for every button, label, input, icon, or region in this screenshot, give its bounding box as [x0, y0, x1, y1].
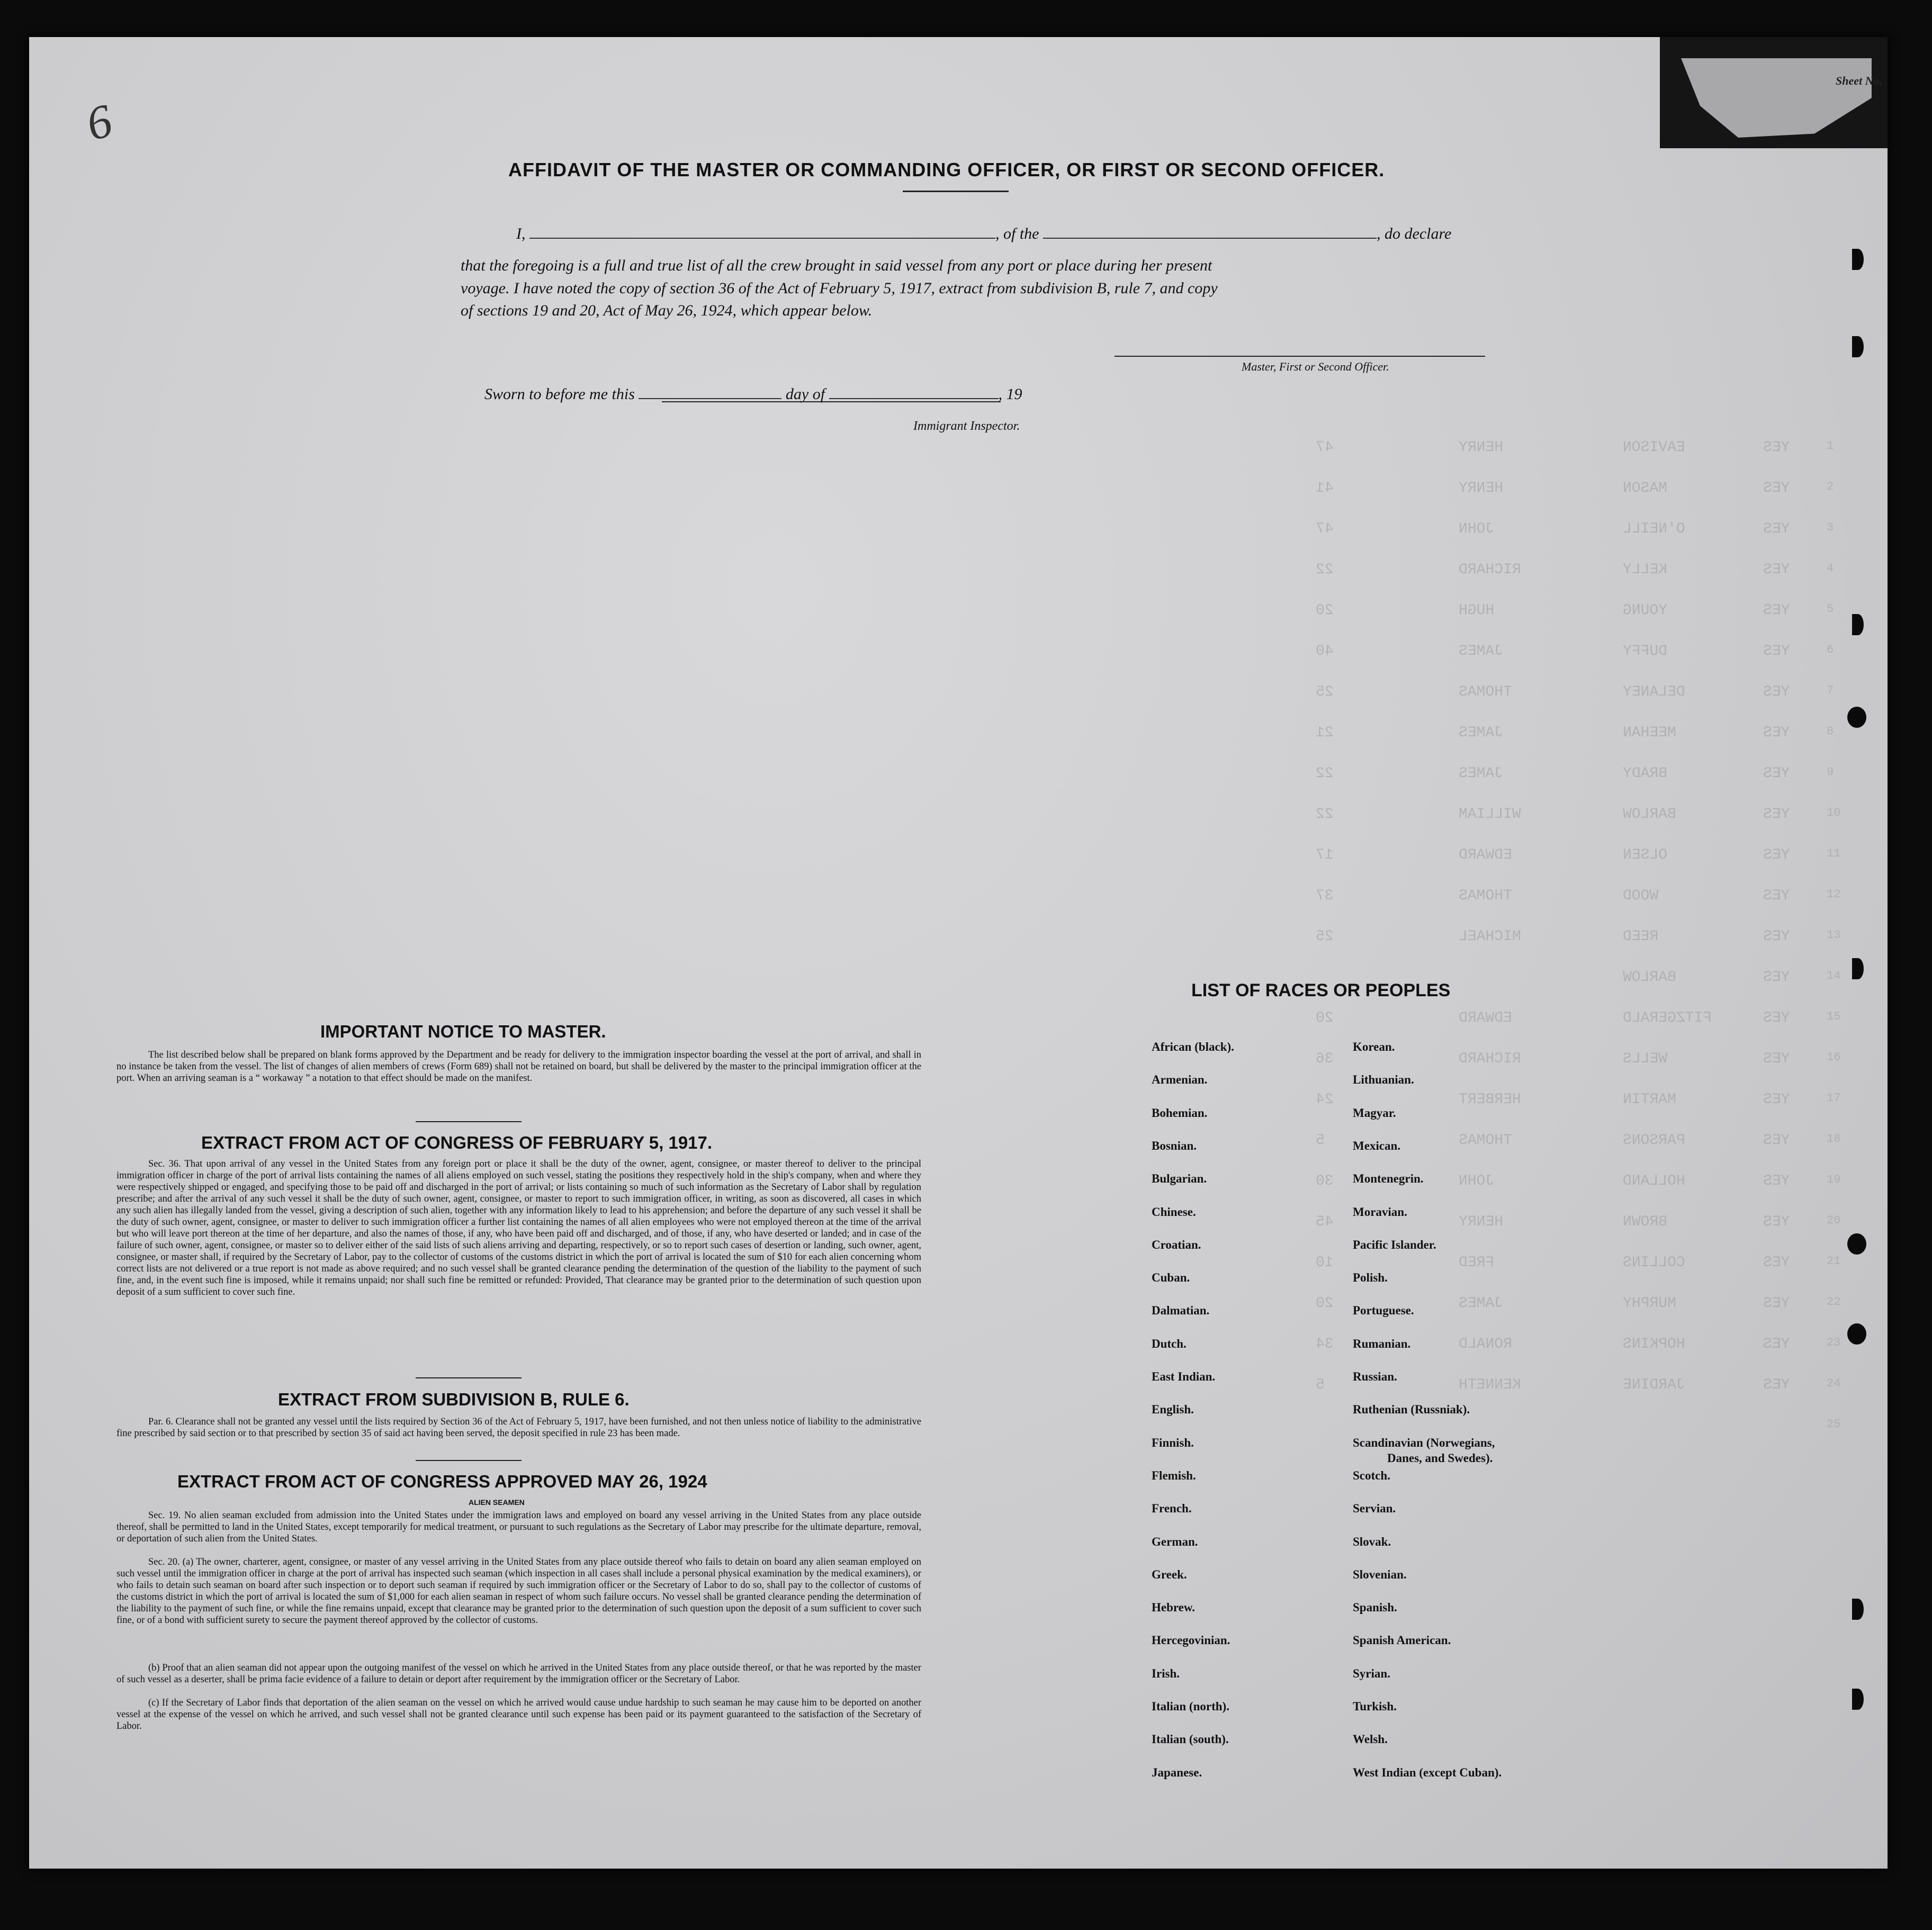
affidavit-line-3: voyage. I have noted the copy of section 36 of the Act of February 5, 1917, extract from subdivision B, rule 7, and copy: [461, 279, 1218, 297]
extract-rule6-text: Par. 6. Clearance shall not be granted any vessel until the lists required by Section 36 of the Act of February 5, 1917, have been furnished, and not then unless notice of liability to the administrative fine prescribed by said section or to that prescribed by section 35 of said act having been served, the deposit specified in rule 23 has been made.: [116, 1417, 921, 1439]
name-blank[interactable]: [529, 225, 995, 239]
ghost-age: 37: [1316, 888, 1334, 904]
race-item-right: West Indian (except Cuban).: [1353, 1765, 1502, 1779]
races-title: LIST OF RACES OR PEOPLES: [1191, 980, 1451, 1000]
ghost-age: 22: [1316, 562, 1334, 578]
affidavit-line-1: [516, 225, 1451, 243]
affidavit-line-2: that the foregoing is a full and true list of all the crew brought in said vessel from any port or place during her present: [461, 257, 1212, 274]
ghost-age: 47: [1316, 521, 1334, 537]
race-item-left: Hercegovinian.: [1152, 1634, 1230, 1647]
race-item-right: Russian.: [1353, 1370, 1397, 1383]
ghost-given-name: JAMES: [1459, 765, 1504, 782]
race-item-right: Spanish.: [1353, 1601, 1397, 1615]
sworn-line: [484, 385, 1022, 403]
sworn-year: , 19: [998, 385, 1022, 403]
extract-1917-text: Sec. 36. That upon arrival of any vessel in the United States from any foreign port or place it shall be the duty of the owner, agent, consignee, or master thereof to deliver to the principal immigration officer in charge of the port of arrival lists containing the names of all aliens employed on such vessel, stating the positions they respectively hold in the ship's company, when and where they were respectively shipped or engaged, and specifying those to be paid off and discharged in the port of arrival; or lists containing so much of such information as the Secretary of Labor shall by regulation prescribe; and after the arrival of any such vessel it shall be the duty of such owner, agent, consignee, or master to report to such immigration officer, in writing, as soon as discovered, all cases in which any such alien has illegally landed from the vessel, giving a description of such alien, together with any information likely to lead to his apprehension; and before the departure of any such vessel it shall be the duty of such owner, agent, consignee, or master to deliver to such immigration officer a further list containing the names of all alien employees who were not employed thereon at the time of the arrival but who will leave port thereon at the time of her departure, and also the names of those, if any, who have been paid off and discharged, and of those, if any, who have deserted or landed; and in case of the failure of such owner, agent, consignee, or master so to deliver either of the said lists of such aliens arriving and departing, respectively, or so to report such cases of desertion or landing, such owner, agent, consignee, or master shall, if required by the Secretary of Labor, pay to the collector of customs of the customs district in which the port of arrival is located the sum of $10 for each alien concerning whom correct lists are not delivered or a true report is not made as above required; and no such vessel shall be granted clearance pending the determination of the question of the liability to the payment of such fine, and, in the event such fine is imposed, while it remains unpaid; nor shall such fine be remitted or refunded: Provided, That clearance may be granted prior to the determination of such question upon deposit of a sum sufficient to cover such fine.: [116, 1159, 921, 1297]
ghost-row-number: 11: [1827, 847, 1841, 860]
ghost-given-name: THOMAS: [1459, 1132, 1512, 1149]
ghost-yes: YES: [1763, 562, 1790, 578]
ghost-surname: OLSEN: [1623, 847, 1668, 863]
notice-title: IMPORTANT NOTICE TO MASTER.: [320, 1022, 606, 1041]
ghost-surname: WELLS: [1623, 1051, 1668, 1067]
sworn-text: Sworn to before me this: [484, 385, 635, 403]
ghost-age: 36: [1316, 1051, 1334, 1067]
extract-1924-sec20b: (b) Proof that an alien seaman did not appear upon the outgoing manifest of the vessel on which he arrived in the United States from any place outside thereof, or that he was reported by the master of such vessel as a deserter, shall be prima facie evidence of a failure to detain or deport after requirement by the immigration officer or the Secretary of Labor.: [116, 1663, 921, 1685]
ghost-age: 20: [1316, 1010, 1334, 1026]
ghost-row-number: 2: [1827, 480, 1834, 493]
ghost-yes: YES: [1763, 439, 1790, 456]
ghost-row-number: 16: [1827, 1051, 1841, 1064]
affidavit-declare: , do declare: [1377, 225, 1452, 242]
race-item-left: Greek.: [1152, 1567, 1187, 1581]
ghost-row-number: 4: [1827, 562, 1834, 575]
race-item-left: French.: [1152, 1502, 1192, 1516]
race-item-right: Scotch.: [1353, 1468, 1390, 1482]
ghost-yes: YES: [1763, 806, 1790, 823]
ghost-given-name: EDWARD: [1459, 1010, 1512, 1026]
sworn-month-blank[interactable]: [829, 385, 999, 399]
ghost-surname: BARLOW: [1623, 969, 1676, 986]
race-item-right: Scandinavian (Norwegians,: [1353, 1436, 1495, 1449]
ghost-row-number: 20: [1827, 1214, 1841, 1227]
race-item-left: Cuban.: [1152, 1271, 1190, 1285]
ghost-row-number: 10: [1827, 806, 1841, 819]
alien-seamen-subhead: ALIEN SEAMEN: [469, 1498, 525, 1507]
ghost-given-name: WILLIAM: [1459, 806, 1521, 823]
ghost-given-name: HERBERT: [1459, 1092, 1521, 1108]
sworn-day-blank[interactable]: [639, 385, 781, 399]
notice-divider: [416, 1121, 522, 1122]
ghost-surname: MEEHAN: [1623, 725, 1676, 741]
margin-mark: 6: [80, 94, 118, 151]
ghost-given-name: MICHAEL: [1459, 928, 1521, 945]
ghost-row-number: 14: [1827, 969, 1841, 982]
ghost-surname: MASON: [1623, 480, 1668, 497]
ghost-surname: BROWN: [1623, 1214, 1668, 1230]
ghost-yes: YES: [1763, 602, 1790, 619]
ghost-surname: DELANEY: [1623, 684, 1685, 700]
ghost-given-name: JAMES: [1459, 1295, 1504, 1312]
ghost-given-name: RICHARD: [1459, 562, 1521, 578]
race-item-right: Slovenian.: [1353, 1567, 1407, 1581]
ghost-age: 21: [1316, 725, 1334, 741]
race-item-right: Moravian.: [1353, 1205, 1407, 1219]
race-item-left: Irish.: [1152, 1666, 1180, 1680]
ghost-yes: YES: [1763, 928, 1790, 945]
race-item-right: Pacific Islander.: [1353, 1238, 1436, 1251]
ghost-row-number: 8: [1827, 725, 1834, 738]
affidavit-line-4: of sections 19 and 20, Act of May 26, 1924, which appear below.: [461, 302, 873, 319]
ghost-surname: MURPHY: [1623, 1295, 1676, 1312]
ghost-age: 17: [1316, 847, 1334, 863]
ghost-row-number: 1: [1827, 439, 1834, 453]
ghost-given-name: FRED: [1459, 1255, 1495, 1271]
ghost-yes: YES: [1763, 521, 1790, 537]
race-item-right: Danes, and Swedes).: [1387, 1451, 1493, 1465]
race-item-left: Croatian.: [1152, 1238, 1201, 1251]
ghost-given-name: RONALD: [1459, 1336, 1512, 1352]
extract-rule6-divider: [416, 1460, 522, 1461]
race-item-right: Korean.: [1353, 1040, 1395, 1053]
race-item-right: Spanish American.: [1353, 1634, 1451, 1647]
race-item-left: Italian (south).: [1152, 1733, 1229, 1746]
race-item-right: Lithuanian.: [1353, 1073, 1414, 1087]
ghost-age: 20: [1316, 602, 1334, 619]
inspector-signature-label: Immigrant Inspector.: [913, 419, 1020, 433]
race-item-left: East Indian.: [1152, 1370, 1216, 1383]
race-item-right: Servian.: [1353, 1502, 1396, 1516]
race-item-right: Slovak.: [1353, 1535, 1391, 1548]
ghost-given-name: JOHN: [1459, 521, 1495, 537]
race-item-left: Hebrew.: [1152, 1601, 1195, 1615]
ghost-yes: YES: [1763, 1295, 1790, 1312]
ghost-yes: YES: [1763, 1092, 1790, 1108]
ghost-surname: WOOD: [1623, 888, 1659, 904]
race-item-right: Welsh.: [1353, 1733, 1388, 1746]
ghost-yes: YES: [1763, 1132, 1790, 1149]
master-signature-label: Master, First or Second Officer.: [1242, 360, 1389, 373]
ghost-surname: YOUNG: [1623, 602, 1668, 619]
sworn-day-of: day of: [785, 385, 825, 403]
ghost-surname: COLLINS: [1623, 1255, 1685, 1271]
ghost-age: 34: [1316, 1336, 1334, 1352]
ghost-age: 10: [1316, 1255, 1334, 1271]
ghost-given-name: JOHN: [1459, 1173, 1495, 1189]
ghost-age: 30: [1316, 1173, 1334, 1189]
ghost-age: 25: [1316, 928, 1334, 945]
ghost-yes: YES: [1763, 684, 1790, 700]
vessel-blank[interactable]: [1043, 225, 1377, 239]
ghost-yes: YES: [1763, 888, 1790, 904]
ghost-surname: BRADY: [1623, 765, 1668, 782]
ghost-yes: YES: [1763, 969, 1790, 986]
race-item-left: Bosnian.: [1152, 1139, 1197, 1152]
ghost-given-name: RICHARD: [1459, 1051, 1521, 1067]
ghost-row-number: 24: [1827, 1377, 1841, 1390]
ghost-yes: YES: [1763, 643, 1790, 660]
ghost-yes: YES: [1763, 1173, 1790, 1189]
ghost-age: 20: [1316, 1295, 1334, 1312]
ghost-yes: YES: [1763, 1377, 1790, 1393]
extract-1924-title: EXTRACT FROM ACT OF CONGRESS APPROVED MAY 26, 1924: [177, 1472, 707, 1491]
ghost-given-name: THOMAS: [1459, 684, 1512, 700]
ghost-age: 22: [1316, 806, 1334, 823]
race-item-left: Dalmatian.: [1152, 1304, 1210, 1318]
ghost-given-name: HENRY: [1459, 480, 1504, 497]
ghost-row-number: 23: [1827, 1336, 1841, 1349]
ghost-surname: HOLLAND: [1623, 1173, 1685, 1189]
extract-1917-divider: [416, 1377, 522, 1378]
race-item-right: Portuguese.: [1353, 1304, 1414, 1318]
ghost-yes: YES: [1763, 1336, 1790, 1352]
ghost-surname: DUFFY: [1623, 643, 1668, 660]
ghost-surname: REED: [1623, 928, 1659, 945]
ghost-row-number: 15: [1827, 1010, 1841, 1023]
ghost-surname: O'NEILL: [1623, 521, 1685, 537]
ghost-yes: YES: [1763, 1010, 1790, 1026]
ghost-yes: YES: [1763, 765, 1790, 782]
ghost-surname: FITZGERALD: [1623, 1010, 1712, 1026]
ghost-row-number: 21: [1827, 1255, 1841, 1268]
ghost-surname: KELLY: [1623, 562, 1668, 578]
race-item-left: English.: [1152, 1403, 1194, 1417]
title-underline: [903, 191, 1009, 192]
race-item-right: Mexican.: [1353, 1139, 1401, 1152]
ghost-surname: MARTIN: [1623, 1092, 1676, 1108]
ghost-age: 22: [1316, 765, 1334, 782]
ghost-row-number: 25: [1827, 1418, 1841, 1431]
extract-1924-sec19: Sec. 19. No alien seaman excluded from admission into the United States under the immigration laws and employed on board any vessel arriving in the United States from any place outside thereof, shall be permitted to land in the United States, except temporarily for medical treatment, or pursuant to such regulations as the Secretary of Labor may prescribe for the ultimate departure, removal, or deportation of such alien from the United States.: [116, 1510, 921, 1544]
master-signature-line[interactable]: [1115, 356, 1485, 357]
race-item-right: Montenegrin.: [1353, 1172, 1424, 1186]
ghost-row-number: 7: [1827, 684, 1834, 697]
ghost-row-number: 12: [1827, 888, 1841, 901]
ghost-surname: EAVISON: [1623, 439, 1685, 456]
affidavit-i: I,: [516, 225, 526, 242]
ghost-age: 25: [1316, 684, 1334, 700]
ghost-age: 5: [1316, 1132, 1325, 1149]
ghost-given-name: HENRY: [1459, 1214, 1504, 1230]
manifest-sheet: [29, 37, 1888, 1869]
race-item-left: Flemish.: [1152, 1468, 1196, 1482]
ghost-row-number: 18: [1827, 1132, 1841, 1146]
race-item-right: Ruthenian (Russniak).: [1353, 1403, 1470, 1417]
inspector-signature-line[interactable]: [662, 401, 1001, 402]
race-item-left: Bohemian.: [1152, 1106, 1208, 1120]
race-item-left: Chinese.: [1152, 1205, 1196, 1219]
race-item-left: Finnish.: [1152, 1436, 1194, 1449]
ghost-surname: PARSONS: [1623, 1132, 1685, 1149]
extract-1917-title: EXTRACT FROM ACT OF CONGRESS OF FEBRUARY 5, 1917.: [201, 1133, 713, 1152]
ghost-row-number: 3: [1827, 521, 1834, 534]
race-item-left: Italian (north).: [1152, 1700, 1229, 1713]
race-item-right: Polish.: [1353, 1271, 1388, 1285]
ghost-surname: HOPKINS: [1623, 1336, 1685, 1352]
extract-1924-sec20c: (c) If the Secretary of Labor finds that deportation of the alien seaman on the vessel on which he arrived would cause undue hardship to such seaman he may cause him to be deported on another vessel at the expense of the vessel on which he arrived, and such vessel shall not be granted clearance until such expense has been paid or its payment guaranteed to the satisfaction of the Secretary of Labor.: [116, 1698, 921, 1731]
ghost-row-number: 13: [1827, 928, 1841, 942]
race-item-right: Turkish.: [1353, 1700, 1397, 1713]
ghost-age: 5: [1316, 1377, 1325, 1393]
ghost-yes: YES: [1763, 1214, 1790, 1230]
ghost-age: 45: [1316, 1214, 1334, 1230]
ghost-given-name: EDWARD: [1459, 847, 1512, 863]
ghost-given-name: THOMAS: [1459, 888, 1512, 904]
ghost-given-name: HENRY: [1459, 439, 1504, 456]
ghost-surname: JARDINE: [1623, 1377, 1685, 1393]
ghost-row-number: 17: [1827, 1092, 1841, 1105]
race-item-right: Syrian.: [1353, 1666, 1390, 1680]
ghost-yes: YES: [1763, 1255, 1790, 1271]
ghost-given-name: HUGH: [1459, 602, 1495, 619]
extract-rule6-title: EXTRACT FROM SUBDIVISION B, RULE 6.: [278, 1390, 630, 1409]
race-item-left: African (black).: [1152, 1040, 1234, 1053]
ghost-row-number: 5: [1827, 602, 1834, 616]
ghost-row-number: 9: [1827, 765, 1834, 779]
race-item-left: Dutch.: [1152, 1337, 1187, 1350]
race-item-left: German.: [1152, 1535, 1198, 1548]
ghost-row-number: 19: [1827, 1173, 1841, 1186]
ghost-given-name: JAMES: [1459, 643, 1504, 660]
ghost-given-name: JAMES: [1459, 725, 1504, 741]
ghost-age: 41: [1316, 480, 1334, 497]
ghost-yes: YES: [1763, 725, 1790, 741]
ghost-yes: YES: [1763, 847, 1790, 863]
ghost-given-name: KENNETH: [1459, 1377, 1521, 1393]
ghost-yes: YES: [1763, 480, 1790, 497]
extract-1924-sec20a: Sec. 20. (a) The owner, charterer, agent, consignee, or master of any vessel arriving in the United States from any place outside thereof who fails to detain on board any alien seaman employed on such vessel until the immigration officer in charge at the port of arrival has inspected such seaman (which inspection in all cases shall include a personal physical examination by the medical examiners), or who fails to detain such seaman on board after such inspection or to deport such seaman if required by such immigration officer or the Secretary of Labor to do so, shall pay to the collector of customs of the customs district in which the port of arrival is located the sum of $1,000 for each alien seaman in respect of whom such failure occurs. No vessel shall be granted clearance pending the determination of the liability to the payment of such fine, or while the fine remains unpaid, except that clearance may be granted prior to the determination of such question upon the deposit of a sum sufficient to cover such fine, or of a bond with sufficient surety to secure the payment thereof approved by the collector of customs.: [116, 1557, 921, 1626]
ghost-age: 24: [1316, 1092, 1334, 1108]
race-item-right: Magyar.: [1353, 1106, 1396, 1120]
ghost-age: 40: [1316, 643, 1334, 660]
race-item-left: Bulgarian.: [1152, 1172, 1207, 1186]
ghost-yes: YES: [1763, 1051, 1790, 1067]
notice-text: The list described below shall be prepared on blank forms approved by the Department and be ready for delivery to the immigration inspector boarding the vessel at the port of arrival, and shall in no instance be taken from the vessel. The list of changes of alien members of crews (Form 689) shall not be retained on board, but shall be delivered by the master to the principal immigration officer at the port. When an arriving seaman is a “ workaway ” a notation to that effect should be made on the manifest.: [116, 1050, 921, 1084]
race-item-left: Japanese.: [1152, 1765, 1202, 1779]
sheet-number-label: Sheet No.: [1836, 74, 1882, 87]
affidavit-title: AFFIDAVIT OF THE MASTER OR COMMANDING OFFICER, OR FIRST OR SECOND OFFICER.: [508, 159, 1385, 181]
ghost-row-number: 6: [1827, 643, 1834, 656]
ghost-row-number: 22: [1827, 1295, 1841, 1309]
affidavit-of-the: , of the: [995, 225, 1039, 242]
race-item-right: Rumanian.: [1353, 1337, 1411, 1350]
ghost-surname: BARLOW: [1623, 806, 1676, 823]
ghost-age: 47: [1316, 439, 1334, 456]
race-item-left: Armenian.: [1152, 1073, 1208, 1087]
